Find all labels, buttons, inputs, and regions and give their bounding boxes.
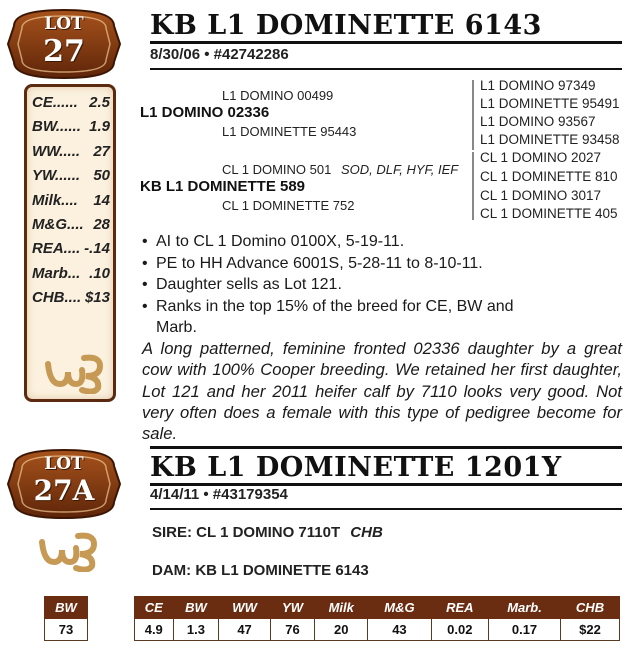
epd-value: 2.5 [89,94,110,111]
pedigree-dam-sire [222,162,458,177]
epd-table-cell: 76 [270,619,314,641]
epd-table [134,596,620,641]
lot-title: KB L1 DOMINETTE 6143 [150,10,542,41]
bw-table [44,596,88,641]
epd-row [32,167,110,184]
lot-badge [4,6,124,82]
pedigree-ancestor: CL 1 DOMINO 3017 [480,188,602,203]
epd-table-heading: M&G [368,597,431,619]
bullet-dot-icon: • [142,297,148,315]
epd-value: 1.9 [89,118,110,136]
bullet-text: PE to HH Advance 6001S, 5-28-11 to 8-10-11. [156,254,483,272]
title-rule [150,41,622,44]
epd-row [32,94,110,111]
epd-label: CHB.... [32,289,82,307]
epd-label: M&G.... [32,216,84,233]
epd-row [32,216,110,233]
epd-table-heading: CE [135,597,174,619]
bullet-text: Daughter sells as Lot 121. [156,276,342,294]
lot-title-2: KB L1 DOMINETTE 1201Y [150,452,562,483]
epd-table-heading: CHB [561,597,620,619]
pedigree-ancestor: CL 1 DOMINO 2027 [480,150,602,165]
sire-text: SIRE: CL 1 DOMINO 7110T [152,524,341,541]
pedigree-sire-dam: L1 DOMINETTE 95443 [222,124,357,139]
pedigree-sire-sire: L1 DOMINO 00499 [222,88,334,103]
sire-note: CHB [350,524,383,541]
subtitle-rule-2 [150,508,622,510]
pedigree-sire: L1 DOMINO 02336 [140,104,270,121]
lot-description: A long patterned, feminine fronted 02336 daughter by a great cow with 100% Cooper breeding. We retained her first daughter, Lot 121 and her 2011 heifer calf by 7110 looks very good. Not very often does a female with this type of pedigree become for sale. [142,339,622,444]
lot-label-2: LOT [44,454,84,474]
epd-table-values [135,619,620,641]
bullet-text: Marb. [156,319,197,337]
epd-table-cell: 0.17 [489,619,561,641]
epd-value: 27 [93,142,110,160]
epd-row [32,118,110,135]
epd-label: REA.... [32,240,81,258]
lot-number: 27 [43,34,85,69]
pedigree-ancestor: L1 DOMINETTE 93458 [480,132,620,147]
pedigree-ancestor: L1 DOMINETTE 95491 [480,96,620,111]
pedigree-dam-sire-name: CL 1 DOMINO 501 [222,162,332,177]
epd-value: -.14 [84,240,110,258]
epd-label: Marb... [32,264,81,282]
epd-table-cell: $22 [561,619,620,641]
epd-table-cell: 1.3 [173,619,219,641]
bullet-dot-icon: • [142,254,148,272]
epd-table-heading: YW [270,597,314,619]
epd-table-header [135,597,620,619]
epd-table-cell: 0.02 [431,619,488,641]
bullet-dot-icon: • [142,276,148,294]
lot-subtitle-2: 4/14/11 • #43179354 [150,486,288,503]
pedigree-bracket-top [472,80,474,150]
epd-row [32,143,110,160]
pedigree-dam-dam: CL 1 DOMINETTE 752 [222,198,355,213]
bullet-item [142,231,404,252]
epd-label: Milk.... [32,191,78,209]
pedigree-ancestor: L1 DOMINO 93567 [480,114,596,129]
epd-row [32,289,110,306]
pedigree-ancestor: L1 DOMINO 97349 [480,78,596,93]
epd-table-cell: 47 [219,619,271,641]
epd-value: $13 [84,289,110,307]
pedigree-dam: KB L1 DOMINETTE 589 [140,178,306,195]
bullet-dot-icon: • [142,233,148,250]
subtitle-rule [150,68,622,70]
epd-label: BW...... [32,118,81,136]
epd-table-heading: REA [431,597,488,619]
epd-table-heading: WW [219,597,271,619]
pedigree-dam-sire-notes: SOD, DLF, HYF, IEF [340,162,459,177]
bw-value: 73 [45,619,88,641]
pedigree-bracket-bottom [472,152,474,220]
epd-row [32,265,110,282]
epd-table-heading: BW [173,597,219,619]
epd-row [32,240,110,257]
epd-table-cell: 43 [368,619,431,641]
bullet-item [142,253,483,274]
epd-table-cell: 4.9 [135,619,174,641]
pedigree-ancestor: CL 1 DOMINETTE 810 [480,169,618,184]
brand-mark-icon-2 [36,528,100,577]
bullet-item [142,274,342,295]
lot-label: LOT [44,14,84,34]
epd-label: YW...... [32,167,81,185]
epd-value: .10 [89,264,110,282]
epd-label: WW..... [32,142,81,160]
epd-value: 50 [93,167,110,185]
epd-row [32,192,110,209]
epd-value: 14 [93,191,110,209]
dam-line: DAM: KB L1 DOMINETTE 6143 [152,562,369,579]
epd-table-heading: Milk [315,597,368,619]
bullet-item [142,317,197,338]
bullet-text: AI to CL 1 Domino 0100X, 5-19-11. [156,233,405,250]
epd-table-heading: Marb. [489,597,561,619]
bw-header: BW [45,597,88,619]
epd-table-cell: 20 [315,619,368,641]
epd-value: 28 [93,216,110,233]
section-divider [150,446,622,449]
lot-subtitle: 8/30/06 • #42742286 [150,46,289,63]
sire-line [152,524,383,541]
lot-badge-2 [4,446,124,522]
lot-number-2: 27A [33,474,95,507]
pedigree-ancestor: CL 1 DOMINETTE 405 [480,206,618,221]
bullet-text: Ranks in the top 15% of the breed for CE, BW and [156,297,514,315]
bullet-item [142,296,514,317]
epd-label: CE...... [32,94,78,111]
brand-mark-icon [42,350,106,399]
